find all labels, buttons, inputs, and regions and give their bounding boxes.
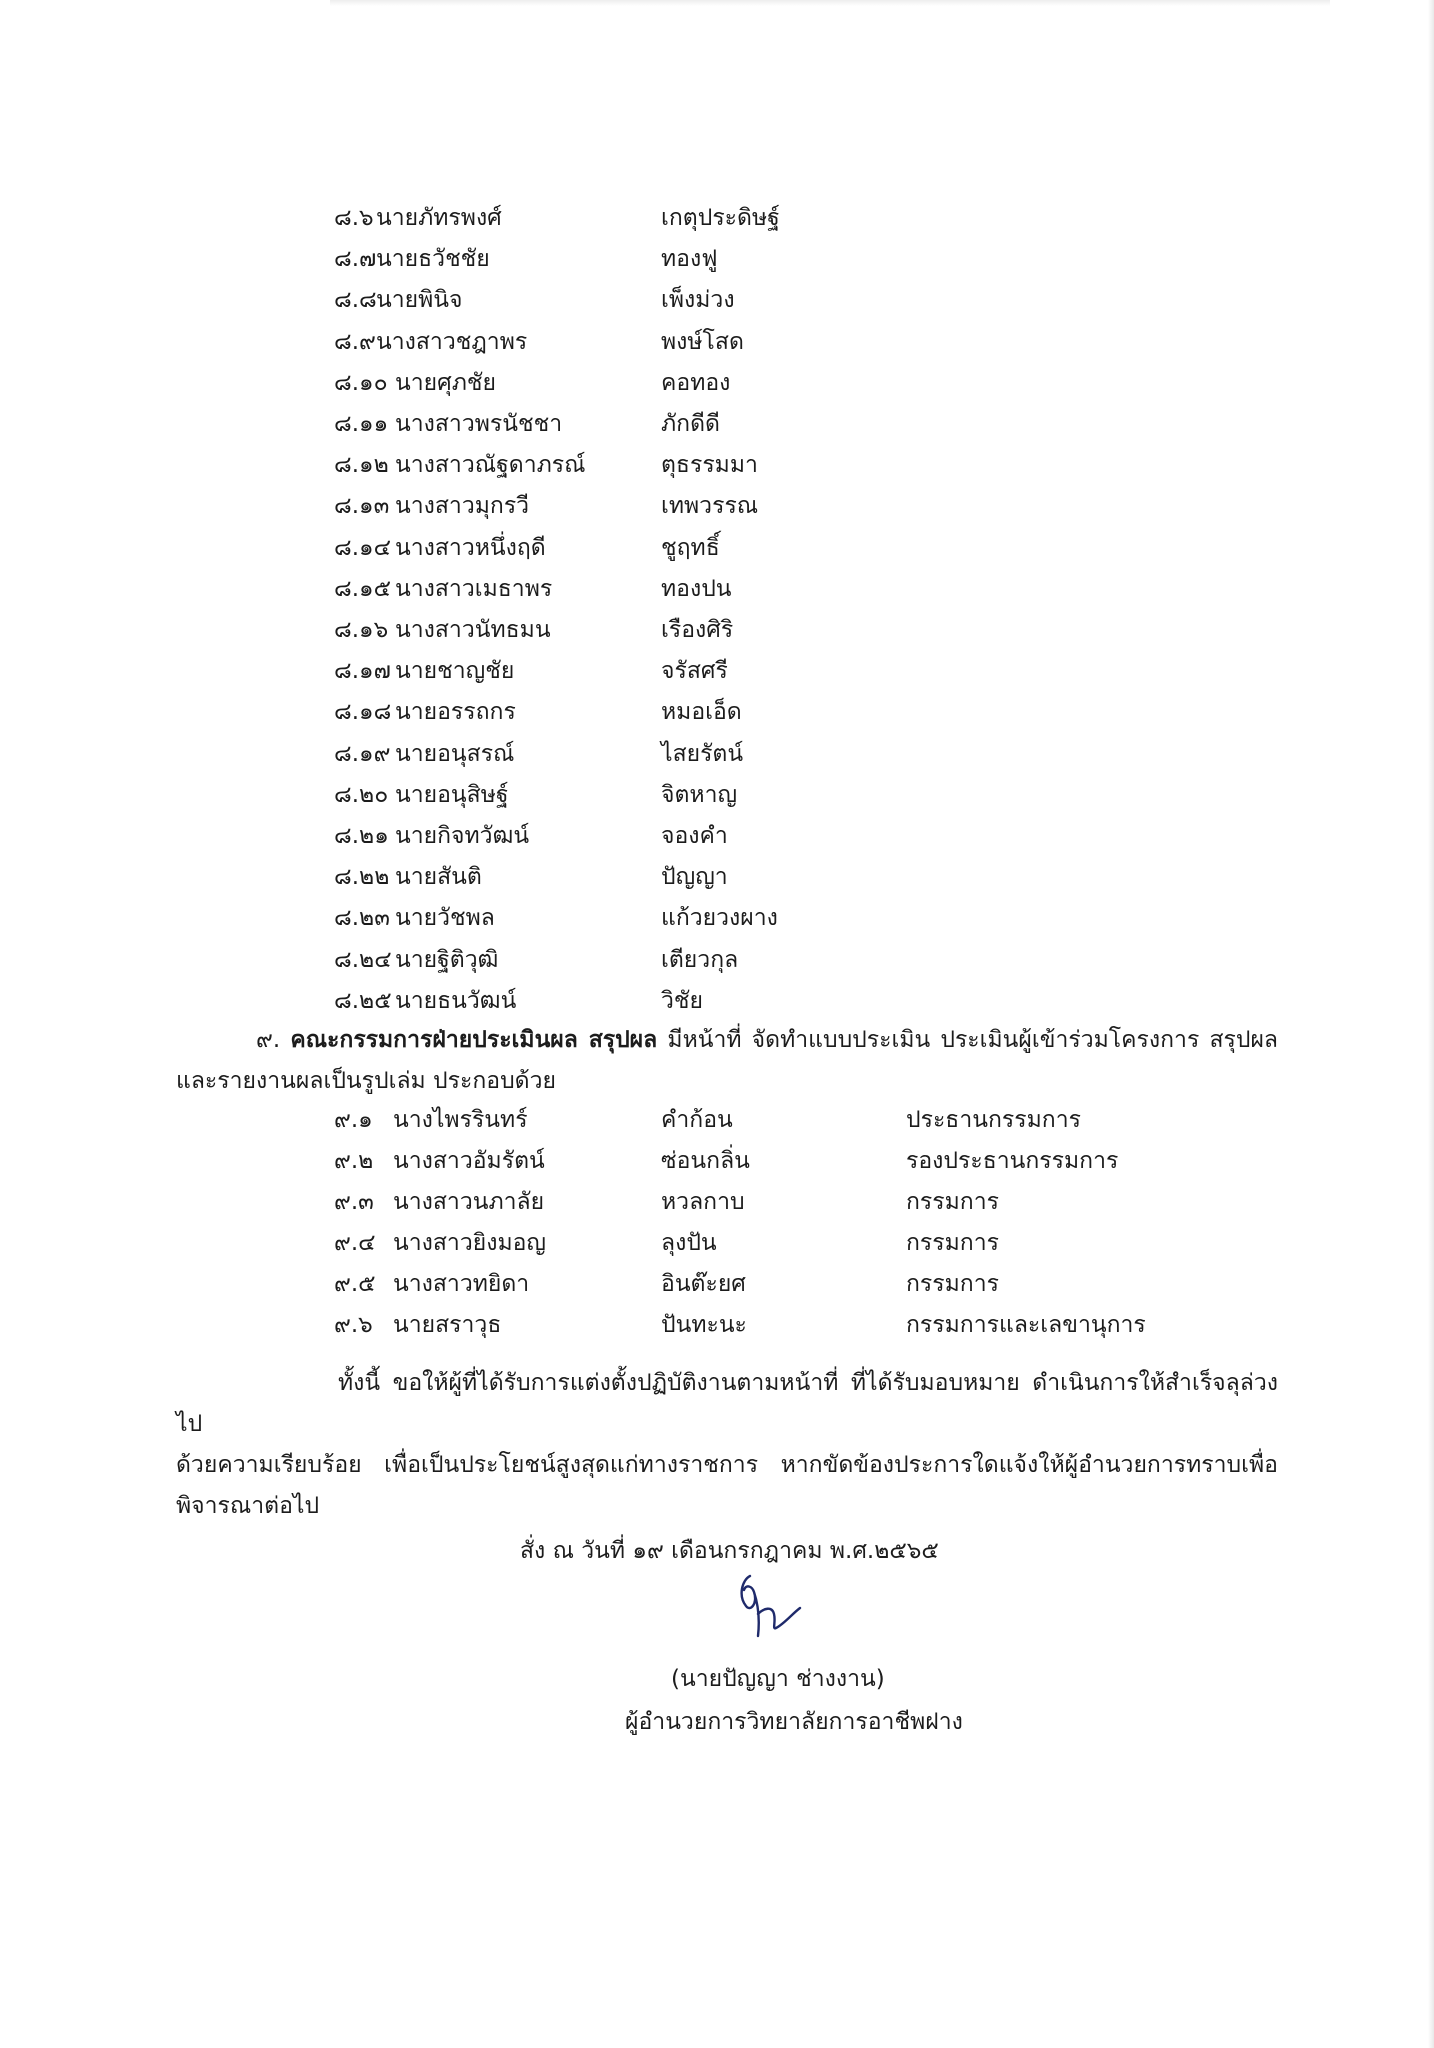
- member-surname: เพ็งม่วง: [661, 287, 735, 314]
- member-name: นายสันติ: [395, 864, 482, 891]
- member-role: กรรมการ: [906, 1189, 999, 1215]
- member-row: [0, 366, 1434, 400]
- member-name: นางสาวเมธาพร: [395, 575, 553, 602]
- member-row: [0, 242, 1434, 276]
- member-name: นางสาวมุกรวี: [395, 493, 530, 520]
- member-role: ประธานกรรมการ: [906, 1107, 1081, 1133]
- member-number: ๘.๑๑: [334, 411, 389, 437]
- member-surname: จิตหาญ: [661, 781, 738, 808]
- closing-line-3: พิจารณาต่อไป: [176, 1493, 320, 1519]
- member-row: [0, 1185, 1434, 1219]
- member-surname: ภักดีดี: [661, 411, 720, 437]
- member-row: [0, 1103, 1434, 1137]
- member-number: ๘.๑๘: [334, 699, 392, 726]
- member-name: นางสาวอัมรัตน์: [393, 1148, 545, 1174]
- member-name: นายฐิติวุฒิ: [395, 946, 499, 973]
- member-row: [0, 695, 1434, 729]
- member-name: นายพินิจ: [376, 287, 463, 314]
- member-surname: แก้วยวงผาง: [661, 905, 778, 932]
- member-row: [0, 201, 1434, 235]
- closing-line-2: ด้วยความเรียบร้อย เพื่อเป็นประโยชน์สูงสุดแก่ทางราชการ หากขัดข้องประการใดแจ้งให้ผู้อำนวยการทราบเพื่อ: [176, 1452, 1278, 1478]
- member-name: นายวัชพล: [395, 905, 495, 932]
- member-number: ๙.๓: [334, 1189, 374, 1215]
- member-row: [0, 325, 1434, 359]
- member-name: นางสาวนภาลัย: [393, 1189, 545, 1215]
- section-9-duty: มีหน้าที่ จัดทำแบบประเมิน ประเมินผู้เข้าร่วมโครงการ สรุปผล: [667, 1027, 1279, 1053]
- member-name: นางสาวณัฐดาภรณ์: [395, 452, 586, 479]
- member-name: นายธนวัฒน์: [395, 987, 517, 1014]
- member-surname: ตุธรรมมา: [661, 452, 758, 479]
- member-name: นายธวัชชัย: [376, 246, 490, 273]
- member-role: รองประธานกรรมการ: [906, 1148, 1119, 1174]
- member-number: ๘.๒๐: [334, 781, 389, 808]
- member-name: นายชาญชัย: [395, 658, 515, 685]
- member-surname: ซ่อนกลิ่น: [661, 1148, 750, 1174]
- member-surname: เกตุประดิษฐ์: [661, 205, 780, 231]
- member-number: ๘.๑๕: [334, 575, 392, 602]
- member-number: ๘.๒๕: [334, 987, 392, 1014]
- member-number: ๘.๙: [334, 328, 376, 355]
- order-date: สั่ง ณ วันที่ ๑๙ เดือนกรกฎาคม พ.ศ.๒๕๖๕: [520, 1538, 939, 1564]
- member-surname: ปัญญา: [661, 864, 728, 891]
- member-number: ๘.๒๔: [334, 946, 392, 973]
- member-name: นายอนุสิษฐ์: [395, 781, 509, 808]
- signer-name: (นายปัญญา ช่างงาน): [671, 1666, 885, 1692]
- member-surname: ทองปน: [661, 575, 732, 602]
- member-row: [0, 572, 1434, 606]
- member-number: ๘.๒๓: [334, 905, 390, 932]
- member-surname: จองคำ: [661, 823, 728, 849]
- closing-paragraph: [176, 1363, 1278, 1527]
- member-number: ๘.๑๓: [334, 493, 390, 520]
- member-row: [0, 407, 1434, 441]
- member-name: นายกิจทวัฒน์: [395, 823, 530, 849]
- member-name: นางสาวนัทธมน: [395, 617, 551, 643]
- member-name: นางสาวทยิดา: [393, 1271, 530, 1297]
- member-surname: จรัสศรี: [661, 658, 728, 685]
- signer-position: ผู้อำนวยการวิทยาลัยการอาชีพฝาง: [625, 1709, 963, 1735]
- member-row: [0, 984, 1434, 1018]
- member-surname: ปันทะนะ: [661, 1312, 747, 1338]
- member-row: [0, 737, 1434, 771]
- member-row: [0, 1226, 1434, 1260]
- member-number: ๘.๘: [334, 287, 377, 314]
- member-name: นายอนุสรณ์: [395, 740, 515, 767]
- member-surname: พงษ์โสด: [661, 328, 744, 355]
- member-name: นางสาวชฎาพร: [376, 328, 528, 355]
- member-surname: ทองฟู: [661, 246, 718, 273]
- member-row: [0, 1267, 1434, 1301]
- section-9-duty-continued: และรายงานผลเป็นรูปเล่ม ประกอบด้วย: [176, 1068, 556, 1094]
- member-row: [0, 860, 1434, 894]
- member-surname: วิชัย: [661, 987, 704, 1014]
- member-number: ๘.๒๒: [334, 864, 390, 891]
- member-number: ๘.๑๔: [334, 534, 392, 561]
- member-number: ๘.๖: [334, 205, 374, 231]
- member-surname: ชูฤทธิ์: [661, 534, 720, 561]
- member-number: ๘.๑๒: [334, 452, 389, 479]
- member-surname: เทพวรรณ: [661, 493, 759, 520]
- member-surname: ไสยรัตน์: [661, 740, 744, 767]
- member-row: [0, 489, 1434, 523]
- member-role: กรรมการ: [906, 1230, 999, 1256]
- member-surname: คำก้อน: [661, 1107, 733, 1133]
- member-role: กรรมการและเลขานุการ: [906, 1312, 1146, 1338]
- member-number: ๘.๑๗: [334, 658, 391, 685]
- member-surname: ลุงปัน: [661, 1230, 717, 1256]
- member-row: [0, 613, 1434, 647]
- section-9-title: คณะกรรมการฝ่ายประเมินผล สรุปผล: [290, 1027, 658, 1053]
- member-row: [0, 901, 1434, 935]
- member-number: ๘.๑๖: [334, 617, 389, 643]
- member-number: ๘.๒๑: [334, 823, 389, 849]
- member-surname: เตียวกุล: [661, 946, 739, 973]
- member-number: ๙.๔: [334, 1230, 376, 1256]
- member-number: ๘.๗: [334, 246, 377, 273]
- member-role: กรรมการ: [906, 1271, 999, 1297]
- member-number: ๙.๑: [334, 1107, 373, 1133]
- member-name: นางไพรรินทร์: [393, 1107, 528, 1133]
- member-surname: หวลกาบ: [661, 1189, 745, 1215]
- member-surname: หมอเอ็ด: [661, 699, 742, 726]
- member-name: นางสาวยิงมอญ: [393, 1230, 547, 1256]
- section-9-heading: [176, 1020, 1278, 1061]
- handwritten-signature: [728, 1570, 824, 1644]
- member-name: นางสาวพรนัชชา: [395, 411, 563, 437]
- member-surname: เรืองศิริ: [661, 617, 734, 643]
- member-name: นายอรรถกร: [395, 699, 516, 726]
- scan-edge-top: [330, 0, 1330, 6]
- member-name: นายสราวุธ: [393, 1312, 502, 1338]
- member-row: [0, 448, 1434, 482]
- member-row: [0, 283, 1434, 317]
- member-number: ๙.๖: [334, 1312, 373, 1338]
- member-name: นายศุภชัย: [395, 369, 496, 396]
- member-row: [0, 819, 1434, 853]
- member-number: ๘.๑๐: [334, 369, 388, 396]
- member-name: นางสาวหนึ่งฤดี: [395, 534, 546, 561]
- member-surname: อินต๊ะยศ: [661, 1271, 746, 1297]
- member-surname: คอทอง: [661, 369, 731, 396]
- closing-line-1: ทั้งนี้ ขอให้ผู้ที่ได้รับการแต่งตั้งปฏิบัติงานตามหน้าที่ ที่ได้รับมอบหมาย ดำเนินการให้สำเร็จลุล่วงไป: [176, 1370, 1278, 1437]
- member-number: ๘.๑๙: [334, 740, 391, 767]
- member-row: [0, 943, 1434, 977]
- member-number: ๙.๕: [334, 1271, 376, 1297]
- member-row: [0, 654, 1434, 688]
- member-name: นายภัทรพงศ์: [376, 205, 502, 231]
- member-row: [0, 1144, 1434, 1178]
- member-row: [0, 778, 1434, 812]
- section-9-number: ๙.: [256, 1027, 281, 1053]
- member-number: ๙.๒: [334, 1148, 374, 1174]
- member-row: [0, 531, 1434, 565]
- member-row: [0, 1308, 1434, 1342]
